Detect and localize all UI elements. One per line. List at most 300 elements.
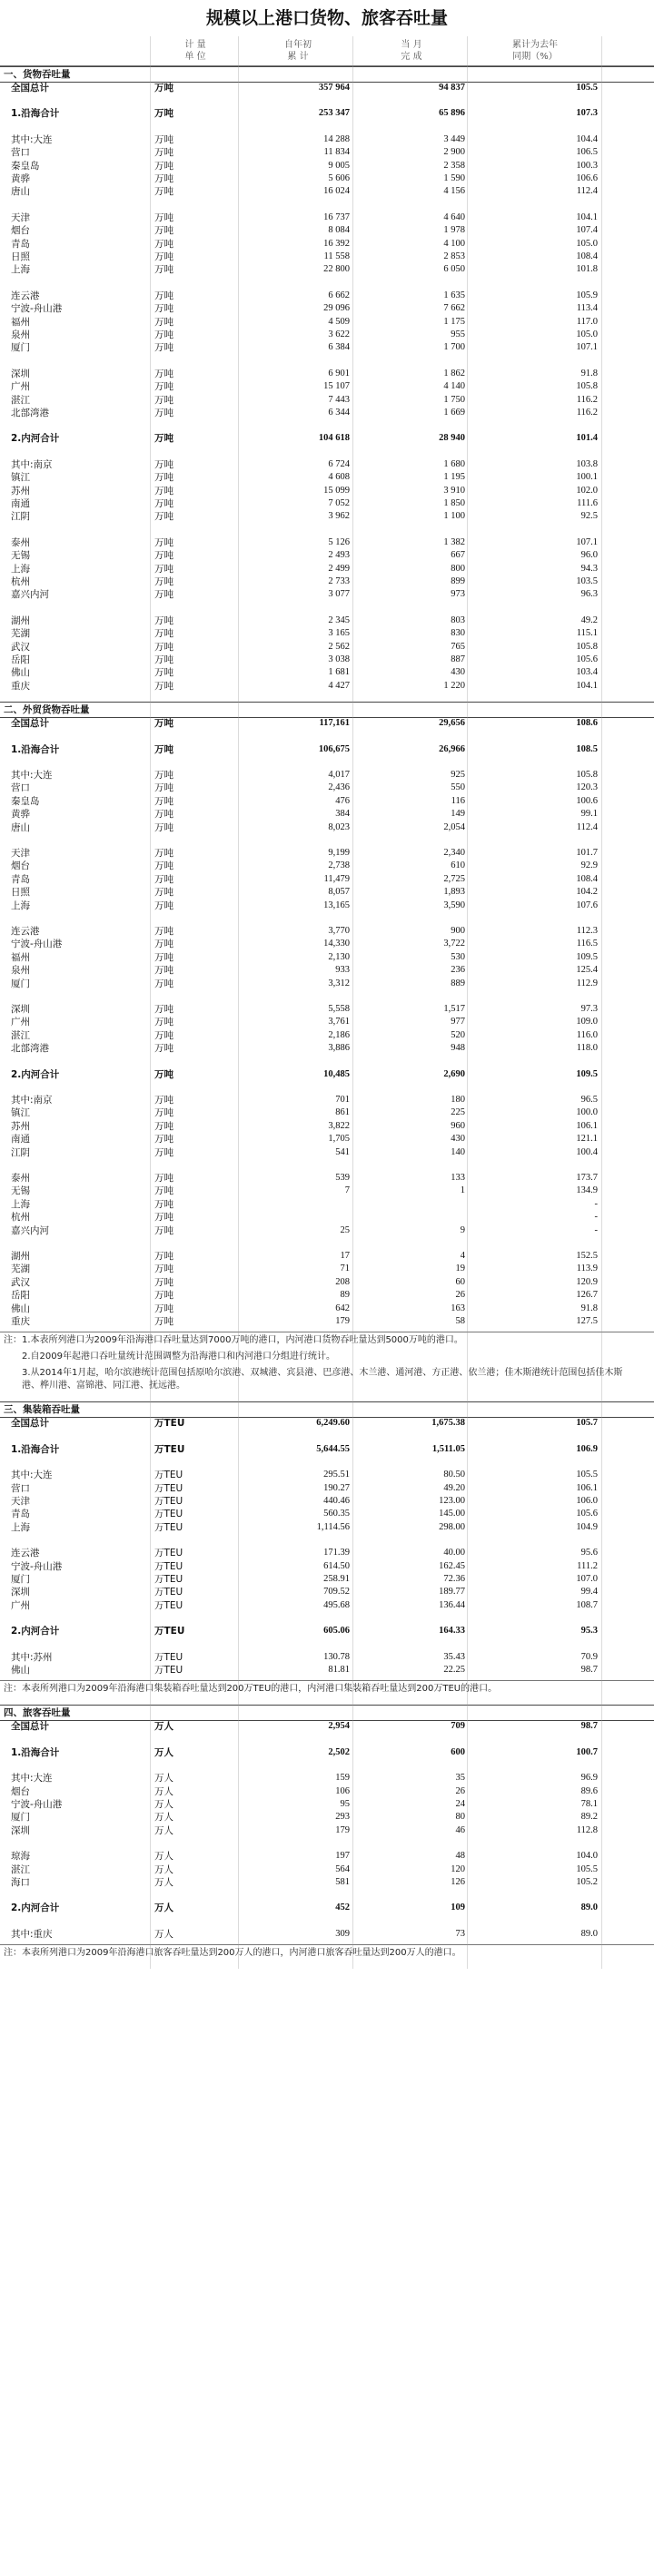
table-row (0, 458, 654, 471)
table-row (0, 795, 654, 808)
port-name: 岳阳 (11, 1290, 30, 1302)
ytd-value: 6 344 (328, 408, 350, 418)
month-value: 1 862 (443, 368, 465, 379)
yoy-percent: 99.4 (580, 1587, 598, 1598)
unit: 万人 (154, 1773, 173, 1785)
table-row (0, 471, 654, 484)
ytd-value: 7 (344, 1185, 350, 1196)
table-row (0, 1508, 654, 1520)
month-value: 65 896 (439, 108, 465, 119)
yoy-percent: 94.3 (580, 563, 598, 574)
unit: 万TEU (154, 1587, 183, 1598)
month-value: 1 750 (443, 394, 465, 405)
yoy-percent: 96.9 (580, 1773, 598, 1784)
table-row (0, 341, 654, 354)
ytd-value: 17 (340, 1251, 350, 1261)
unit: 万吨 (154, 1251, 173, 1262)
unit: 万TEU (154, 1665, 183, 1676)
ytd-value: 476 (335, 795, 350, 806)
table-row (0, 185, 654, 198)
ytd-value: 2,502 (328, 1746, 350, 1757)
section-title: 四、旅客吞吐量 (4, 1707, 71, 1719)
port-name: 青岛 (11, 238, 30, 250)
port-name: 厦门 (11, 978, 30, 989)
yoy-percent: 111.6 (577, 498, 598, 508)
header-col-month: 当 月 完 成 (401, 40, 422, 62)
unit: 万吨 (154, 133, 173, 145)
month-value: 145.00 (439, 1509, 465, 1519)
yoy-percent: 105.8 (576, 641, 598, 652)
yoy-percent: 107.6 (576, 900, 598, 910)
unit: 万人 (154, 1721, 173, 1733)
month-value: 149 (451, 809, 465, 820)
ytd-value: 2 345 (328, 615, 350, 625)
unit: 万吨 (154, 1134, 173, 1145)
month-value: 1 (460, 1185, 465, 1196)
table-row (0, 900, 654, 912)
unit: 万吨 (154, 743, 173, 755)
yoy-percent: 105.6 (576, 1509, 598, 1519)
port-name: 湛江 (11, 1029, 30, 1041)
port-name: 唐山 (11, 186, 30, 198)
month-value: 4 640 (443, 211, 465, 222)
unit: 万吨 (154, 576, 173, 587)
column-divider (238, 36, 239, 1969)
table-row (0, 925, 654, 938)
port-name: 宁波-舟山港 (11, 939, 63, 950)
table-row (0, 302, 654, 315)
unit: 万吨 (154, 1043, 173, 1055)
section-title: 一、货物吞吐量 (4, 69, 71, 80)
ytd-value: 11 558 (323, 251, 350, 261)
month-value: 80.50 (443, 1470, 465, 1480)
unit: 万吨 (154, 1095, 173, 1106)
port-name: 琼海 (11, 1851, 30, 1863)
yoy-percent: 89.0 (580, 1928, 598, 1939)
month-value: 80 (455, 1812, 465, 1823)
table-note: 3.从2014年1月起，哈尔滨港统计范围包括原哈尔滨港、双城港、宾县港、巴彦港、木兰港、通河港、方正港、依兰港；佳木斯港统计范围包括佳木斯港、桦川港、富锦港、同江港、抚远港。 (22, 1368, 623, 1391)
yoy-percent: 106.6 (576, 173, 598, 183)
month-value: 1 700 (443, 342, 465, 353)
unit: 万TEU (154, 1443, 185, 1455)
table-row (0, 1003, 654, 1016)
table-row (0, 1016, 654, 1028)
yoy-percent: 105.9 (576, 290, 598, 300)
ytd-value: 2,738 (328, 860, 350, 871)
yoy-percent: 103.8 (576, 458, 598, 469)
table-row (0, 978, 654, 990)
table-row (0, 680, 654, 693)
notes-rule (0, 1680, 654, 1681)
month-value: 1 669 (443, 408, 465, 418)
table-note: 注：本表所列港口为2009年沿海港口旅客吞吐量达到200万人的港口，内河港口旅客吞吐量达到200万人的港口。 (4, 1948, 461, 1959)
yoy-percent: 104.4 (576, 133, 598, 144)
month-value: 1 220 (443, 680, 465, 691)
yoy-percent: 89.2 (580, 1812, 598, 1823)
ytd-value: 3,886 (328, 1043, 350, 1054)
yoy-percent: 96.5 (580, 1095, 598, 1105)
port-name: 福州 (11, 316, 30, 328)
unit: 万吨 (154, 965, 173, 977)
port-name: 重庆 (11, 680, 30, 692)
ytd-value: 2,130 (328, 951, 350, 962)
month-value: 9 (460, 1224, 465, 1235)
port-name: 深圳 (11, 1004, 30, 1015)
month-value: 40.00 (443, 1548, 465, 1558)
unit: 万TEU (154, 1521, 183, 1533)
table-row (0, 1068, 654, 1081)
ytd-value: 7 443 (328, 394, 350, 405)
unit: 万吨 (154, 809, 173, 821)
port-name: 泰州 (11, 536, 30, 548)
ytd-value: 357 964 (318, 83, 350, 93)
yoy-percent: 103.5 (576, 576, 598, 586)
table-row (0, 1106, 654, 1119)
port-name: 其中:大连 (11, 770, 53, 781)
ytd-value: 171.39 (323, 1548, 350, 1558)
unit: 万吨 (154, 589, 173, 601)
month-value: 26 (455, 1290, 465, 1301)
unit: 万吨 (154, 1017, 173, 1028)
ytd-value: 2 493 (328, 550, 350, 561)
column-divider (601, 36, 602, 1969)
month-value: 1 978 (443, 225, 465, 236)
yoy-percent: 89.6 (580, 1785, 598, 1796)
month-value: 887 (451, 654, 465, 664)
unit: 万人 (154, 1928, 173, 1940)
table-row (0, 717, 654, 730)
yoy-percent: 106.1 (576, 1482, 598, 1493)
month-value: 120 (451, 1863, 465, 1874)
yoy-percent: 106.5 (576, 147, 598, 158)
unit: 万吨 (154, 458, 173, 470)
unit: 万吨 (154, 900, 173, 911)
ytd-value: 701 (335, 1095, 350, 1105)
port-name: 1.沿海合计 (11, 1746, 60, 1758)
month-value: 60 (455, 1276, 465, 1287)
ytd-value: 16 024 (323, 186, 350, 197)
port-name: 秦皇岛 (11, 795, 40, 807)
unit: 万吨 (154, 873, 173, 885)
month-value: 4 140 (443, 381, 465, 392)
ytd-value: 13,165 (323, 900, 350, 910)
table-header (0, 36, 654, 66)
ytd-value: 190.27 (323, 1482, 350, 1493)
table-row (0, 1146, 654, 1159)
unit: 万吨 (154, 225, 173, 237)
table-row (0, 1785, 654, 1798)
yoy-percent: 100.4 (576, 1146, 598, 1157)
table-row (0, 146, 654, 159)
month-value: 667 (451, 550, 465, 561)
unit: 万吨 (154, 433, 173, 445)
table-row (0, 1798, 654, 1811)
month-value: 1,893 (443, 887, 465, 898)
ytd-value: 614.50 (323, 1560, 350, 1571)
port-name: 2.内河合计 (11, 1903, 60, 1914)
port-name: 其中:南京 (11, 1095, 53, 1106)
notes-rule (0, 1944, 654, 1945)
table-row (0, 510, 654, 523)
unit: 万吨 (154, 563, 173, 575)
ytd-value: 159 (335, 1773, 350, 1784)
table-row (0, 263, 654, 276)
table-row (0, 1863, 654, 1876)
ytd-value: 95 (340, 1799, 350, 1809)
port-name: 广州 (11, 1599, 30, 1611)
month-value: 22.25 (443, 1665, 465, 1675)
yoy-percent: 107.1 (576, 342, 598, 353)
unit: 万吨 (154, 394, 173, 406)
yoy-percent: 91.8 (580, 368, 598, 379)
yoy-percent: 101.4 (576, 433, 598, 444)
port-name: 宁波-舟山港 (11, 1560, 63, 1572)
ytd-value: 293 (335, 1812, 350, 1823)
table-row (0, 1303, 654, 1315)
port-name: 镇江 (11, 472, 30, 484)
yoy-percent: 105.5 (576, 1470, 598, 1480)
unit: 万吨 (154, 1185, 173, 1197)
yoy-percent: 116.2 (576, 408, 598, 418)
yoy-percent: 102.0 (576, 485, 598, 496)
month-value: 46 (455, 1824, 465, 1835)
unit: 万吨 (154, 860, 173, 872)
port-name: 海口 (11, 1877, 30, 1888)
yoy-percent: 109.5 (576, 1068, 598, 1079)
ytd-value: 309 (335, 1928, 350, 1939)
yoy-percent: 89.0 (580, 1903, 598, 1913)
table-row (0, 82, 654, 94)
month-value: 225 (451, 1107, 465, 1118)
unit: 万吨 (154, 147, 173, 159)
yoy-percent: 97.3 (580, 1004, 598, 1014)
ytd-value: 3 077 (328, 589, 350, 600)
unit: 万吨 (154, 536, 173, 548)
unit: 万TEU (154, 1482, 183, 1494)
port-name: 连云港 (11, 290, 40, 301)
port-name: 南通 (11, 1134, 30, 1145)
ytd-value: 3,761 (328, 1017, 350, 1027)
port-name: 芜湖 (11, 628, 30, 640)
port-name: 北部湾港 (11, 408, 49, 418)
unit: 万吨 (154, 342, 173, 354)
table-row (0, 1289, 654, 1302)
unit: 万吨 (154, 848, 173, 859)
port-name: 青岛 (11, 873, 30, 885)
ytd-value: 258.91 (323, 1574, 350, 1584)
month-value: 2 853 (443, 251, 465, 261)
ytd-value: 89 (340, 1290, 350, 1301)
yoy-percent: 116.2 (576, 394, 598, 405)
yoy-percent: 120.3 (576, 782, 598, 793)
ytd-value: 564 (335, 1863, 350, 1874)
port-name: 上海 (11, 264, 30, 276)
month-value: 4 156 (443, 186, 465, 197)
table-row (0, 1560, 654, 1573)
month-value: 58 (455, 1316, 465, 1326)
ytd-value: 1,114.56 (316, 1521, 350, 1532)
month-value: 1 590 (443, 173, 465, 183)
unit: 万吨 (154, 1120, 173, 1132)
unit: 万吨 (154, 887, 173, 899)
month-value: 1 195 (443, 472, 465, 483)
ytd-value: 208 (335, 1276, 350, 1287)
table-row (0, 575, 654, 588)
ytd-value: 2 562 (328, 641, 350, 652)
yoy-percent: 106.0 (576, 1496, 598, 1506)
ytd-value: 2,186 (328, 1029, 350, 1040)
ytd-value: 4 509 (328, 316, 350, 327)
table-row (0, 1495, 654, 1508)
table-row (0, 536, 654, 549)
port-name: 广州 (11, 1017, 30, 1028)
yoy-percent: 111.2 (577, 1560, 598, 1571)
port-name: 湖州 (11, 1251, 30, 1262)
month-value: 1 100 (443, 511, 465, 522)
ytd-value: 14,330 (323, 939, 350, 949)
ytd-value: 541 (335, 1146, 350, 1157)
month-value: 2 358 (443, 160, 465, 171)
yoy-percent: - (594, 1212, 598, 1223)
month-value: 4 (460, 1251, 465, 1261)
port-name: 无锡 (11, 1185, 30, 1197)
table-row (0, 1720, 654, 1733)
port-name: 其中:大连 (11, 1470, 53, 1481)
ytd-value: 2,954 (328, 1721, 350, 1732)
yoy-percent: 105.5 (576, 83, 598, 93)
port-name: 2.内河合计 (11, 1626, 60, 1637)
port-name: 泉州 (11, 965, 30, 977)
yoy-percent: 95.3 (580, 1626, 598, 1637)
yoy-percent: 99.1 (580, 809, 598, 820)
month-value: 116 (451, 795, 465, 806)
yoy-percent: 109.0 (576, 1017, 598, 1027)
month-value: 2,690 (443, 1068, 465, 1079)
yoy-percent: 104.2 (576, 887, 598, 898)
yoy-percent: 70.9 (580, 1651, 598, 1662)
month-value: 925 (451, 770, 465, 780)
yoy-percent: 120.9 (576, 1276, 598, 1287)
ytd-value: 25 (340, 1224, 350, 1235)
port-name: 2.内河合计 (11, 433, 60, 445)
port-name: 全国总计 (11, 1418, 49, 1430)
ytd-value: 384 (335, 809, 350, 820)
unit: 万吨 (154, 1303, 173, 1314)
unit: 万吨 (154, 368, 173, 379)
month-value: 136.44 (439, 1599, 465, 1610)
table-row (0, 821, 654, 834)
port-name: 北部湾港 (11, 1043, 49, 1055)
header-col-ytd: 自年初 累 计 (284, 40, 312, 62)
port-name: 营口 (11, 782, 30, 794)
ytd-value: 22 800 (323, 264, 350, 275)
port-name: 天津 (11, 211, 30, 223)
unit: 万TEU (154, 1418, 185, 1430)
month-value: 1,511.05 (431, 1443, 465, 1454)
table-row (0, 563, 654, 575)
yoy-percent: 103.4 (576, 667, 598, 678)
unit: 万吨 (154, 782, 173, 794)
month-value: 830 (451, 628, 465, 639)
month-value: 600 (451, 1746, 465, 1757)
month-value: 180 (451, 1095, 465, 1105)
yoy-percent: 49.2 (580, 615, 598, 625)
port-name: 宁波-舟山港 (11, 1799, 63, 1810)
table-row (0, 160, 654, 172)
port-name: 连云港 (11, 1548, 40, 1559)
yoy-percent: 106.1 (576, 1120, 598, 1131)
port-name: 深圳 (11, 1824, 30, 1836)
yoy-percent: 116.5 (576, 939, 598, 949)
unit: 万TEU (154, 1560, 183, 1572)
port-name: 日照 (11, 251, 30, 262)
port-name: 佛山 (11, 1665, 30, 1676)
port-name: 烟台 (11, 1785, 30, 1797)
port-name: 厦门 (11, 1574, 30, 1585)
ytd-value: 495.68 (323, 1599, 350, 1610)
unit: 万人 (154, 1877, 173, 1888)
table-row (0, 1482, 654, 1495)
table-row (0, 432, 654, 445)
unit: 万吨 (154, 511, 173, 523)
yoy-percent: 108.5 (576, 743, 598, 754)
ytd-value: 8,023 (328, 821, 350, 832)
ytd-value: 4 427 (328, 680, 350, 691)
table-row (0, 211, 654, 224)
table-row (0, 1850, 654, 1863)
month-value: 133 (451, 1173, 465, 1183)
unit: 万吨 (154, 978, 173, 989)
document-title: 规模以上港口货物、旅客吞吐量 (205, 8, 448, 28)
yoy-percent: 108.4 (576, 251, 598, 261)
month-value: 709 (451, 1721, 465, 1732)
yoy-percent: 113.9 (576, 1263, 598, 1274)
table-row (0, 1224, 654, 1237)
yoy-percent: 134.9 (576, 1185, 598, 1196)
table-row (0, 808, 654, 821)
ytd-value: 5,644.55 (316, 1443, 350, 1454)
ytd-value: 3 038 (328, 654, 350, 664)
ytd-value: 10,485 (323, 1068, 350, 1079)
ytd-value: 179 (335, 1824, 350, 1835)
table-row (0, 873, 654, 886)
table-row (0, 615, 654, 627)
ytd-value: 6,249.60 (316, 1418, 350, 1429)
table-row (0, 238, 654, 251)
yoy-percent: 109.5 (576, 951, 598, 962)
table-row (0, 329, 654, 341)
month-value: 550 (451, 782, 465, 793)
table-row (0, 133, 654, 146)
port-name: 其中:大连 (11, 133, 53, 145)
ytd-value: 452 (335, 1903, 350, 1913)
ytd-value: 295.51 (323, 1470, 350, 1480)
month-value: 3 910 (443, 485, 465, 496)
yoy-percent: 105.6 (576, 654, 598, 664)
table-row (0, 172, 654, 185)
port-name: 苏州 (11, 485, 30, 497)
yoy-percent: 108.7 (576, 1599, 598, 1610)
yoy-percent: 116.0 (576, 1029, 598, 1040)
unit: 万TEU (154, 1470, 183, 1481)
table-row (0, 1263, 654, 1275)
port-name: 全国总计 (11, 83, 49, 93)
unit: 万吨 (154, 1068, 173, 1080)
port-name: 岳阳 (11, 654, 30, 665)
table-row (0, 654, 654, 666)
ytd-value: 861 (335, 1107, 350, 1118)
unit: 万TEU (154, 1626, 185, 1637)
